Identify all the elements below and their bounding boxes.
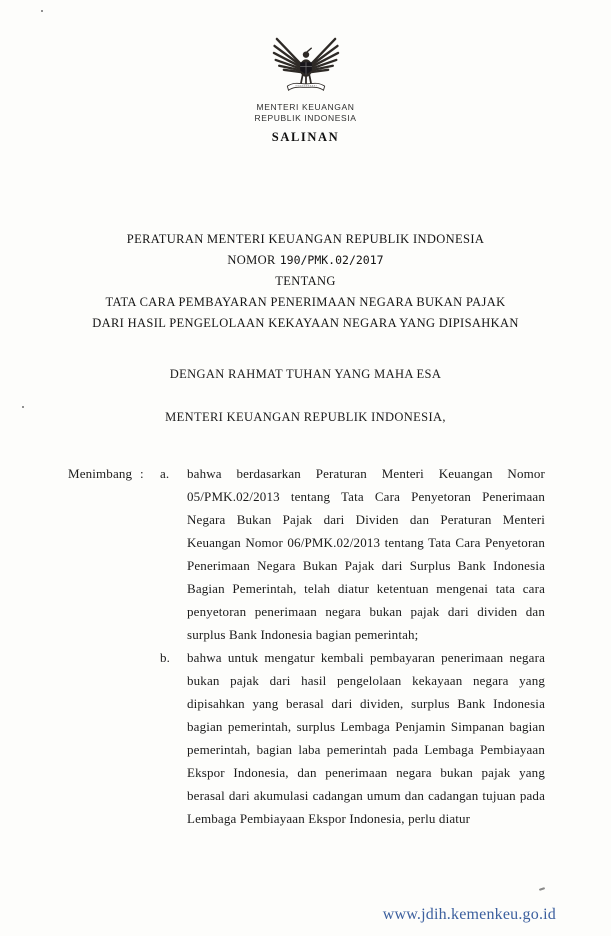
- menimbang-colon: :: [140, 466, 144, 481]
- issuer-line: MENTERI KEUANGAN REPUBLIK INDONESIA,: [165, 410, 446, 424]
- regulation-number-label: NOMOR: [227, 253, 276, 267]
- scan-speck: [22, 406, 24, 408]
- consideration-item-text: bahwa berdasarkan Peraturan Menteri Keuangan Nomor 05/PMK.02/2013 tentang Tata Cara Penyetoran Penerimaan Negara Bukan Pajak dari Dividen dan Peraturan Menteri Keuangan Nomor 06/PMK.02/2013 tentang Tata Cara Penyetoran Penerimaan Negara Bukan Pajak dari Surplus Bank Indonesia Bagian Pemerintah, telah diatur ketentuan mengenai tata cara penyetoran penerimaan negara bukan pajak dari dividen dan surplus Bank Indonesia bagian pemerintah;: [187, 466, 545, 642]
- tentang-label: TENTANG: [275, 274, 336, 288]
- regulation-number: [0, 250, 611, 271]
- scan-speck: [41, 10, 43, 12]
- letterhead: [0, 26, 611, 145]
- consideration-item-letter: a.: [160, 466, 170, 481]
- spacer-cell: [140, 646, 160, 830]
- regulation-subject-line2: DARI HASIL PENGELOLAAN KEKAYAAN NEGARA YANG DIPISAHKAN: [92, 316, 519, 330]
- regulation-title-block: [0, 229, 611, 334]
- ministry-name-line2: REPUBLIK INDONESIA: [254, 113, 357, 123]
- ministry-name-line1: MENTERI KEUANGAN: [256, 102, 355, 112]
- consideration-item-text: bahwa untuk mengatur kembali pembayaran penerimaan negara bukan pajak dari hasil pengelolaan kekayaan negara yang dipisahkan yang berasal dari dividen, surplus Bank Indonesia bagian pemerintah, surplus Lembaga Penjamin Simpanan bagian pemerintah, bagian laba pemerintah pada Lembaga Pembiayaan Ekspor Indonesia, dan penerimaan negara bukan pajak yang berasal dari akumulasi cadangan umum dan cadangan tujuan pada Lembaga Pembiayaan Ekspor Indonesia, perlu diatur: [187, 650, 545, 826]
- consideration-item-letter: b.: [160, 650, 171, 665]
- spacer-cell: [68, 646, 140, 830]
- regulation-title: PERATURAN MENTERI KEUANGAN REPUBLIK INDONESIA: [126, 232, 485, 246]
- regulation-number-value: 190/PMK.02/2017: [279, 253, 384, 267]
- rahmat-line: DENGAN RAHMAT TUHAN YANG MAHA ESA: [169, 367, 442, 381]
- salinan-label: SALINAN: [271, 130, 340, 144]
- regulation-subject-line1: TATA CARA PEMBAYARAN PENERIMAAN NEGARA BUKAN PAJAK: [105, 295, 506, 309]
- scan-speck: [539, 887, 545, 891]
- jdih-footer-link[interactable]: www.jdih.kemenkeu.go.id: [382, 906, 556, 923]
- garuda-pancasila-icon: [271, 26, 341, 102]
- menimbang-section: [68, 462, 545, 830]
- menimbang-label: Menimbang: [68, 466, 133, 481]
